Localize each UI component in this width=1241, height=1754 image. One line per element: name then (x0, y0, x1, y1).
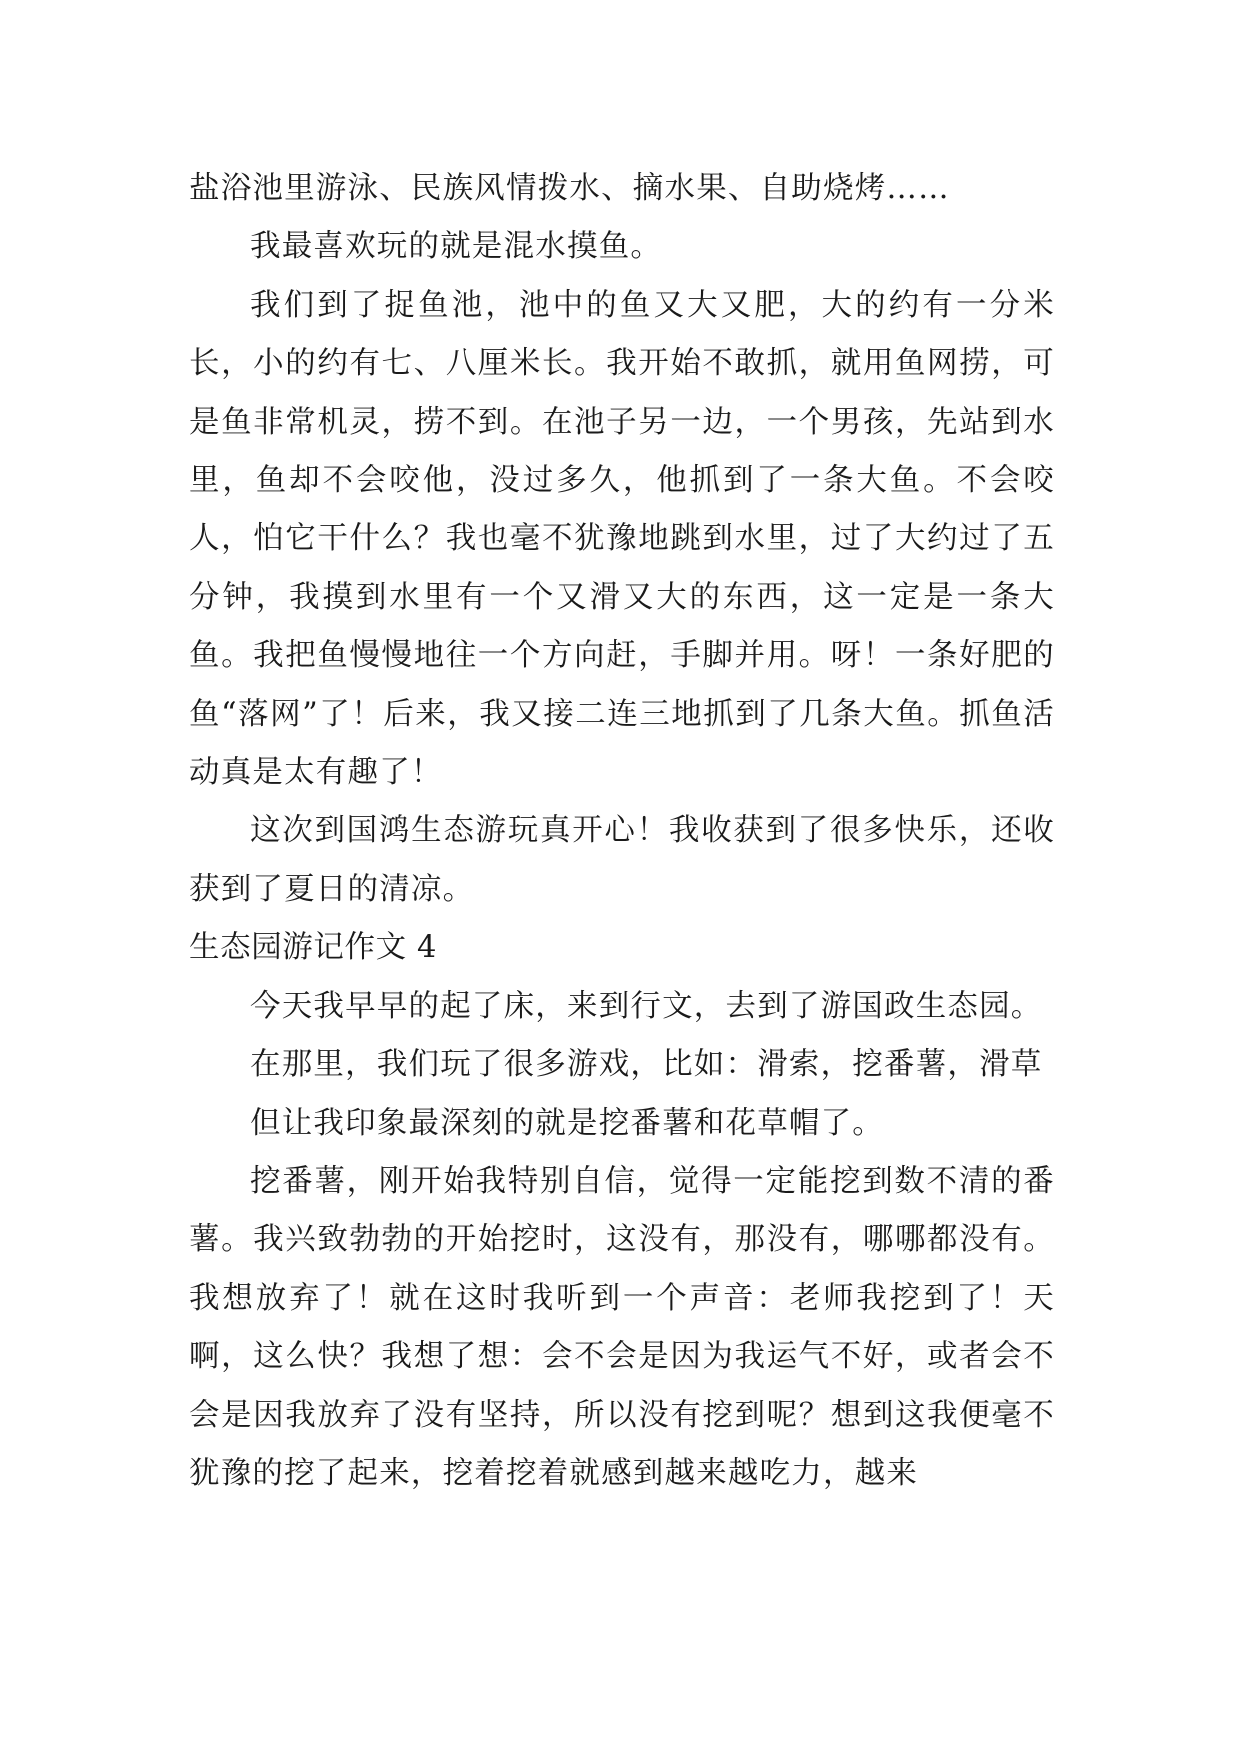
paragraph-3: 我们到了捉鱼池，池中的鱼又大又肥，大的约有一分米长，小的约有七、八厘米长。我开始不敢抓，就用鱼网捞，可是鱼非常机灵，捞不到。在池子另一边，一个男孩，先站到水里，鱼却不会咬他，没过多久，他抓到了一条大鱼。不会咬人，怕它干什么？我也毫不犹豫地跳到水里，过了大约过了五分钟，我摸到水里有一个又滑又大的东西，这一定是一条大鱼。我把鱼慢慢地往一个方向赶，手脚并用。呀！一条好肥的鱼“落网”了！后来，我又接二连三地抓到了几条大鱼。抓鱼活动真是太有趣了！ (189, 287, 1055, 791)
section-paragraph-3: 但让我印象最深刻的就是挖番薯和花草帽了。 (250, 1105, 884, 1141)
section-paragraph-2: 在那里，我们玩了很多游戏，比如：滑索，挖番薯，滑草 (250, 1047, 1043, 1083)
paragraph-2: 我最喜欢玩的就是混水摸鱼。 (250, 229, 663, 265)
paragraph-1: 盐浴池里游泳、民族风情拨水、摘水果、自助烧烤…… (189, 171, 950, 206)
section-paragraph-4: 挖番薯，刚开始我特别自信，觉得一定能挖到数不清的番薯。我兴致勃勃的开始挖时，这没有，那没有，哪哪都没有。我想放弃了！就在这时我听到一个声音：老师我挖到了！天啊，这么快？我想了想：会不会是因为我运气不好，或者会不会是因我放弃了没有坚持，所以没有挖到呢？想到这我便毫不犹豫的挖了起来，挖着挖着就感到越来越吃力，越来 (189, 1163, 1055, 1491)
document-body (189, 160, 1055, 1503)
section-title: 生态园游记作文 4 (189, 930, 437, 966)
paragraph-4: 这次到国鸿生态游玩真开心！我收获到了很多快乐，还收获到了夏日的清凉。 (189, 813, 1055, 907)
section-paragraph-1: 今天我早早的起了床，来到行文，去到了游国政生态园。 (250, 988, 1043, 1024)
